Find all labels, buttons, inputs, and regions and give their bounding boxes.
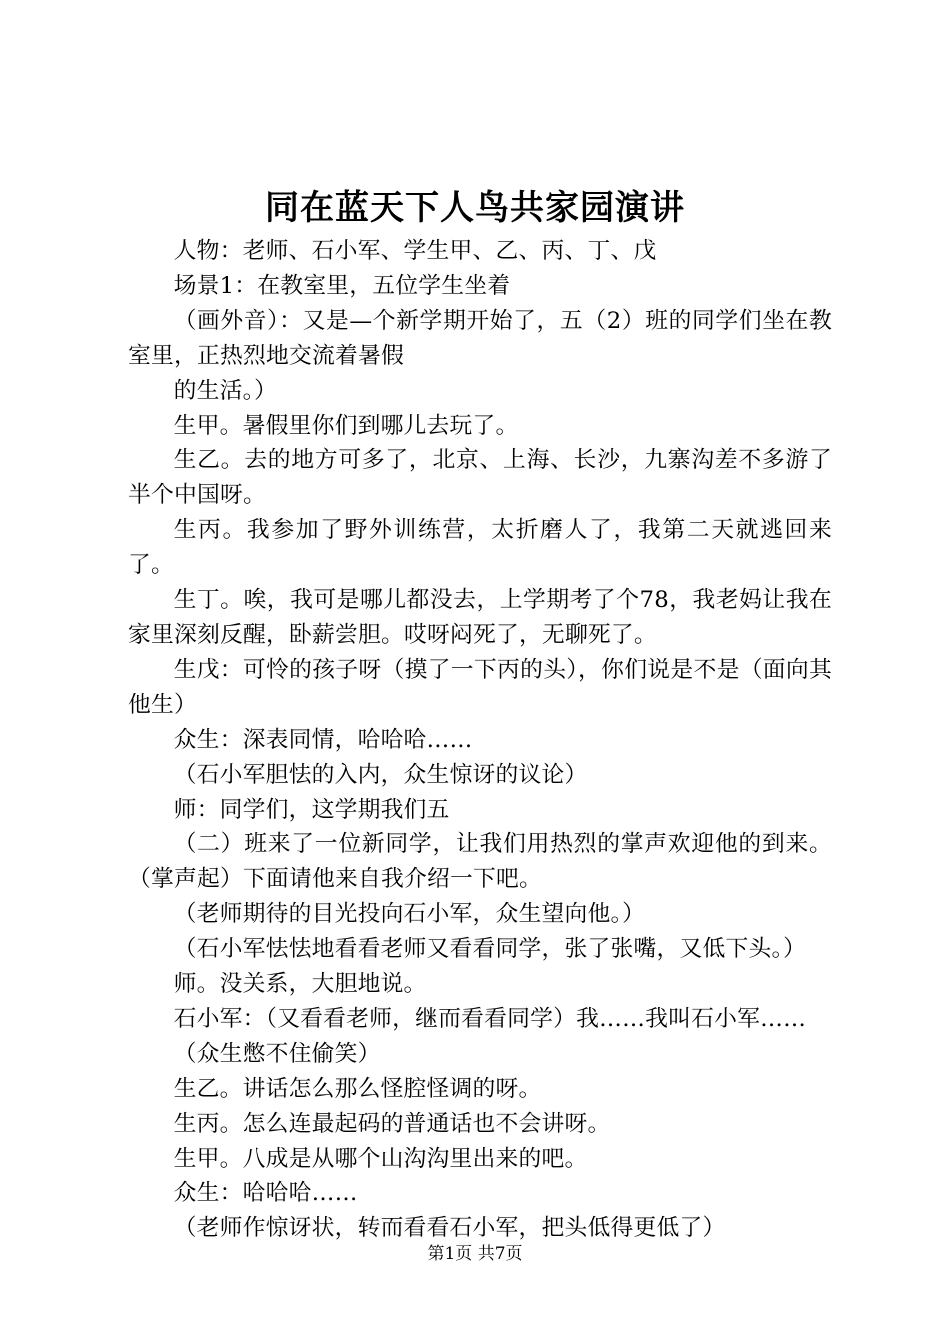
paragraph: 生甲。暑假里你们到哪儿去玩了。 [173, 412, 519, 439]
document-title: 同在蓝天下人鸟共家园演讲 [265, 188, 685, 228]
paragraph: （画外音）：又是—个新学期开始了，五（2）班的同学们坐在教室里，正热烈地交流着暑假 [128, 307, 832, 369]
paragraph: （老师期待的目光投向石小军，众生望向他。） [173, 901, 646, 928]
paragraph: 师：同学们，这学期我们五 [173, 796, 450, 823]
paragraph: 生丙。我参加了野外训练营，太折磨人了，我第二天就逃回来了。 [128, 517, 832, 579]
paragraph: 场景1：在教室里，五位学生坐着 [173, 272, 511, 299]
paragraph: 生乙。讲话怎么那么怪腔怪调的呀。 [173, 1075, 542, 1102]
paragraph: 生甲。八成是从哪个山沟沟里出来的吧。 [173, 1145, 588, 1172]
paragraph: 众生：深表同情，哈哈哈…… [173, 726, 473, 753]
page-number-footer: 第1页 共7页 [427, 1244, 523, 1264]
paragraph: 石小军：（又看看老师，继而看看同学）我……我叫石小军…… [173, 1005, 807, 1032]
paragraph: 的生活。） [173, 377, 278, 404]
paragraph: 师。没关系，大胆地说。 [173, 971, 427, 998]
paragraph: 人物：老师、石小军、学生甲、乙、丙、丁、戊 [173, 238, 657, 264]
paragraph: （石小军胆怯的入内，众生惊讶的议论） [173, 761, 588, 788]
paragraph: （众生憋不住偷笑） [173, 1040, 381, 1067]
paragraph: 生戊：可怜的孩子呀（摸了一下丙的头），你们说是不是（面向其他生） [128, 656, 832, 718]
paragraph: （二）班来了一位新同学，让我们用热烈的掌声欢迎他的到来。（掌声起）下面请他来自我介绍一下吧。 [128, 831, 832, 893]
document-body [128, 234, 832, 1246]
paragraph: 生丙。怎么连最起码的普通话也不会讲呀。 [173, 1110, 611, 1137]
paragraph: 生丁。唉，我可是哪儿都没去，上学期考了个78，我老妈让我在家里深刻反醒，卧薪尝胆。哎呀闷死了，无聊死了。 [128, 587, 832, 648]
paragraph: （老师作惊讶状，转而看看石小军，把头低得更低了） [173, 1215, 726, 1242]
paragraph: 众生：哈哈哈…… [173, 1180, 358, 1207]
paragraph: （石小军怯怯地看看老师又看看同学，张了张嘴，又低下头。） [173, 936, 807, 963]
paragraph: 生乙。去的地方可多了，北京、上海、长沙，九寨沟差不多游了半个中国呀。 [128, 447, 832, 509]
